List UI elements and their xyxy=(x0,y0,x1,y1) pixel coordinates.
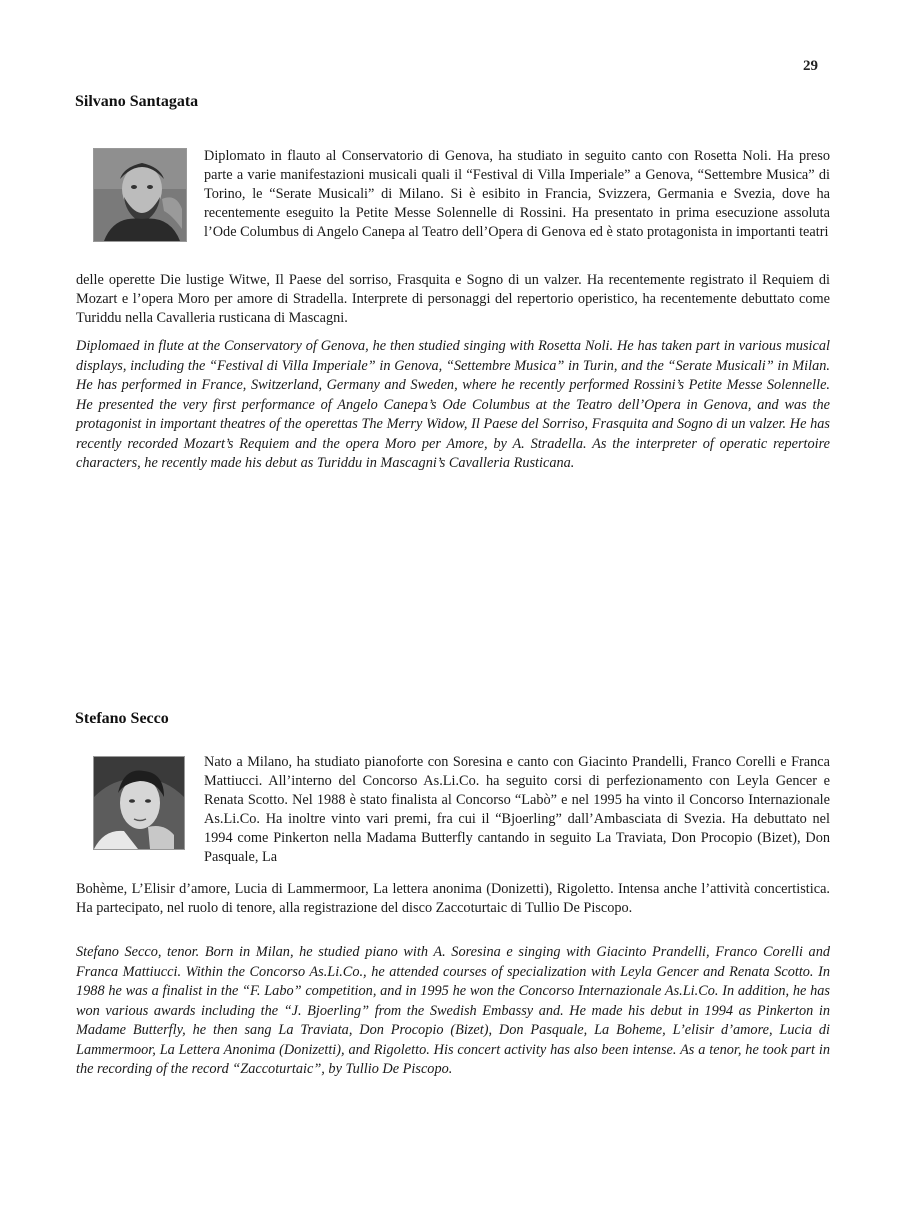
bio-name-santagata: Silvano Santagata xyxy=(75,93,199,110)
portrait-photo-young-man xyxy=(93,756,185,850)
page-number: 29 xyxy=(803,58,818,74)
bio-text-italian-santagata: Diplomato in flauto al Conservatorio di Genova, ha studiato in seguito canto con Rosetta Noli. Ha preso parte a varie manifestazioni musicali quali il “Festival di Villa Imperiale” a Genova, “Settembre Musica” di Torino, le “Serate Musicali” di Milano. Si è esibito in Francia, Svizzera, Germania e Svezia, dove ha recentemente eseguito la Petite Messe Solennelle di Rossini. Ha presentato in prima esecuzione assoluta l’Ode Columbus di Angelo Canepa al Teatro dell’Opera di Genova ed è stato protagonista in importanti teatri xyxy=(204,148,830,240)
bio-name-secco: Stefano Secco xyxy=(75,710,169,727)
bio-text-italian-secco: Nato a Milano, ha studiato pianoforte con Soresina e canto con Giacinto Prandelli, Franco Corelli e Franca Mattiucci. All’interno del Concorso As.Li.Co. ha seguito corsi di perfezionamento con Leyla Gencer e Renata Scotto. Nel 1988 è stato finalista al Concorso “Labò” e nel 1995 ha vinto il Concorso Internazionale As.Li.Co. Ha inoltre vinto vari premi, fra cui il “Bjoerling” dall’Ambasciata di Svezia. Ha debuttato nel 1994 come Pinkerton nella Madama Butterfly cantando in seguito La Traviata, Don Procopio (Bizet), Don Pasquale, La xyxy=(204,754,830,865)
portrait-photo-bearded-man xyxy=(93,148,187,242)
bio-text-english-santagata: Diplomaed in flute at the Conservatory of Genova, he then studied singing with Rosetta Noli. He has taken part in various musical displays, including the “Festival di Villa Imperiale” in Genova, “Settembre Musica” in Turin, and the “Serate Musicali” in Milan. He has performed in France, Switzerland, Germany and Sweden, where he recently performed Rossini’s Petite Messe Solennelle. He presented the very first performance of Angelo Canepa’s Ode Columbus at the Teatro dell’Opera in Genova, and was the protagonist in important theatres of the operettas The Merry Widow, Il Paese del Sorriso, Frasquita and Sogno di un valzer. He has recently recorded Mozart’s Requiem and the opera Moro per Amore, by A. Stradella. As the interpreter of operatic repertoire characters, he recently made his debut as Turiddu in Mascagni’s Cavalleria Rusticana. xyxy=(76,338,830,471)
bio-text-english-secco: Stefano Secco, tenor. Born in Milan, he studied piano with A. Soresina e singing with Giacinto Prandelli, Franco Corelli and Franca Mattiucci. Within the Concorso As.Li.Co., he attended courses of specialization with Leyla Gencer and Renata Scotto. In 1988 he was a finalist in the “F. Labo” competition, and in 1995 he won the Concorso Internazionale As.Li.Co. In addition, he has won various awards including the “J. Bjoerling” from the Swedish Embassy and. He made his debut in 1994 as Pinkerton in Madame Butterfly, he then sang La Traviata, Don Procopio (Bizet), Don Pasquale, La Boheme, L’elisir d’amore, Lucia di Lammermoor, La Lettera Anonima (Donizetti), and Rigoletto. His concert activity has also been intense. As a tenor, he took part in the recording of the record “Zaccoturtaic”, by Tullio De Piscopo. xyxy=(76,944,830,1077)
bio-text-italian-continued-secco: Bohème, L’Elisir d’amore, Lucia di Lammermoor, La lettera anonima (Donizetti), Rigoletto. Intensa anche l’attività concertistica. Ha partecipato, nel ruolo di tenore, alla registrazione del disco Zaccoturtaic di Tullio De Piscopo. xyxy=(76,881,830,916)
bio-text-italian-continued-santagata: delle operette Die lustige Witwe, Il Paese del sorriso, Frasquita e Sogno di un valzer. Ha recentemente registrato il Requiem di Mozart e l’opera Moro per amore di Stradella. Interprete di personaggi del repertorio operistico, ha recentemente debuttato come Turiddu nella Cavalleria rusticana di Mascagni. xyxy=(76,272,830,326)
